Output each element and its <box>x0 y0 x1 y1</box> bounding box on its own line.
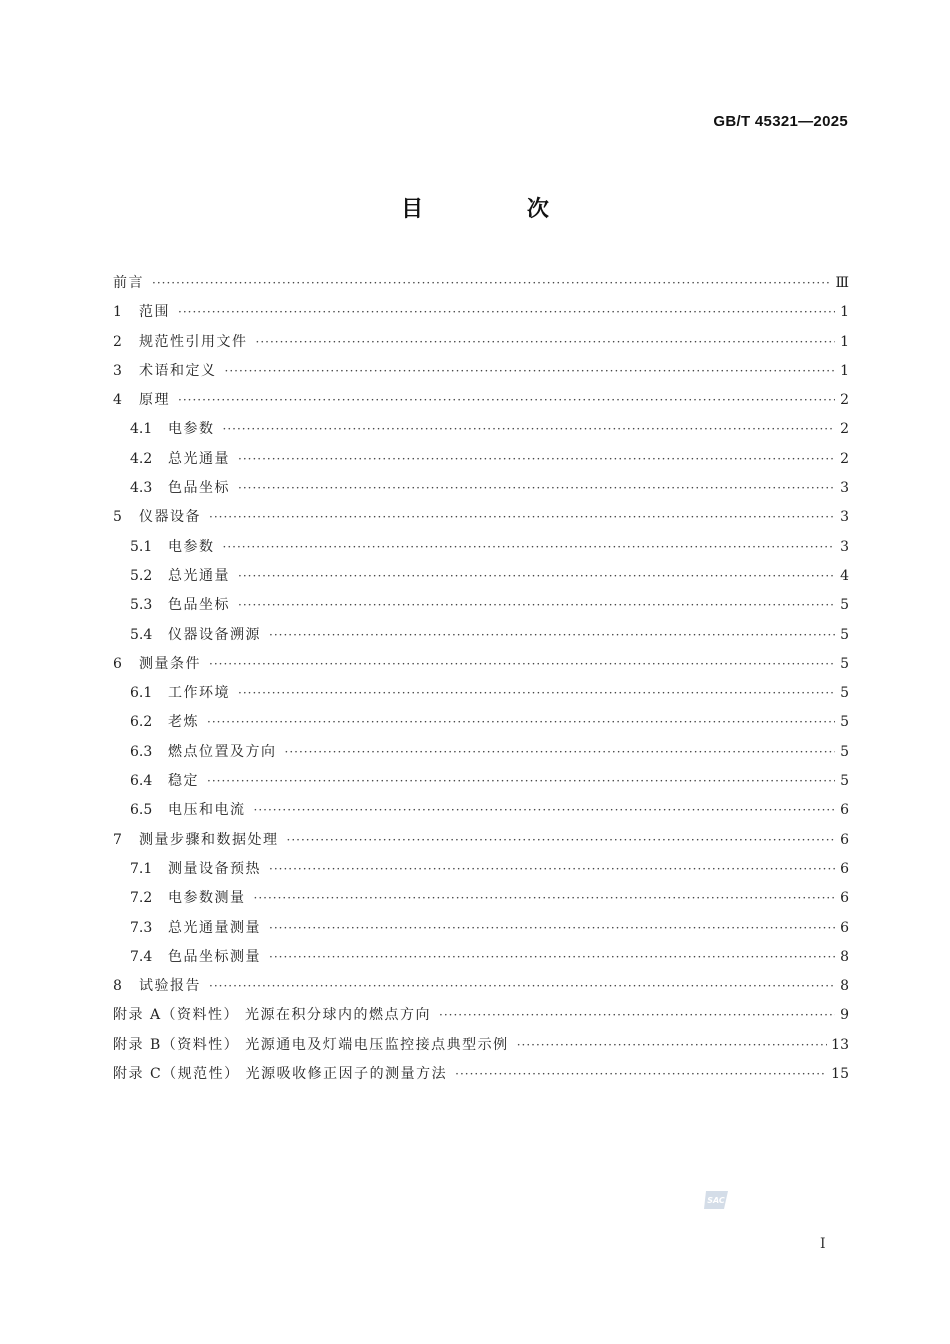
toc-entry[interactable] <box>113 679 849 708</box>
toc-leader-dots <box>207 767 835 796</box>
toc-entry-page: 1 <box>840 304 849 321</box>
toc-entry-page: 5 <box>840 655 849 672</box>
toc-entry-label: 仪器设备 <box>139 509 201 526</box>
toc-leader-dots <box>238 591 835 620</box>
toc-entry[interactable] <box>113 972 849 1001</box>
toc-title: 目 次 <box>401 197 597 222</box>
toc-entry-label: 电参数测量 <box>168 890 246 907</box>
toc-leader-dots <box>209 650 835 679</box>
toc-entry-number: 5 <box>113 509 122 526</box>
toc-entry-page: 5 <box>840 626 849 643</box>
toc-entry-page: 4 <box>840 567 849 584</box>
toc-leader-dots <box>178 298 835 327</box>
toc-entry-page: 3 <box>840 538 849 555</box>
toc-entry[interactable] <box>113 767 849 796</box>
toc-entry-label: 色品坐标测量 <box>168 948 261 965</box>
toc-entry-number: 6.5 <box>130 802 153 819</box>
toc-leader-dots <box>223 533 836 562</box>
toc-entry-number: 5.3 <box>130 597 153 614</box>
toc-leader-dots <box>238 445 835 474</box>
toc-entry-label: 电参数 <box>168 538 215 555</box>
toc-leader-dots <box>269 943 835 972</box>
toc-entry[interactable] <box>113 269 849 298</box>
toc-entry[interactable] <box>113 474 849 503</box>
toc-leader-dots <box>287 826 836 855</box>
toc-entry-label: 术语和定义 <box>139 362 217 379</box>
toc-entry-page: 15 <box>831 1066 849 1083</box>
toc-entry[interactable] <box>113 1060 849 1089</box>
toc-entry-label: 范围 <box>139 304 170 321</box>
toc-entry[interactable] <box>113 1031 849 1060</box>
toc-entry-label: 总光通量测量 <box>168 919 261 936</box>
toc-entry[interactable] <box>113 943 849 972</box>
svg-text:SAC: SAC <box>707 1196 725 1205</box>
toc-entry-number: 7.4 <box>130 948 153 965</box>
toc-leader-dots <box>152 269 831 298</box>
toc-entry[interactable] <box>113 708 849 737</box>
toc-entry-number: 4 <box>113 392 122 409</box>
toc-entry[interactable] <box>113 445 849 474</box>
toc-entry-number: 6.4 <box>130 773 153 790</box>
toc-entry-label: 电压和电流 <box>168 802 246 819</box>
toc-entry[interactable] <box>113 826 849 855</box>
toc-leader-dots <box>209 503 835 532</box>
toc-entry-page: 2 <box>840 421 849 438</box>
toc-entry-label: 燃点位置及方向 <box>168 743 277 760</box>
toc-entry[interactable] <box>113 914 849 943</box>
toc-entry[interactable] <box>113 1001 849 1030</box>
toc-entry-page: 6 <box>840 860 849 877</box>
standard-number: GB/T 45321—2025 <box>713 113 848 130</box>
toc-leader-dots <box>269 914 835 943</box>
toc-entry[interactable] <box>113 738 849 767</box>
toc-entry-page: 13 <box>831 1036 849 1053</box>
toc-entry-page: 8 <box>840 978 849 995</box>
toc-entry[interactable] <box>113 796 849 825</box>
toc-leader-dots <box>256 328 836 357</box>
toc-leader-dots <box>517 1031 827 1060</box>
toc-entry-number: 6.2 <box>130 714 153 731</box>
toc-entry[interactable] <box>113 386 849 415</box>
toc-leader-dots <box>269 621 835 650</box>
toc-leader-dots <box>254 884 836 913</box>
toc-entry-label: 电参数 <box>168 421 215 438</box>
toc-entry-label: 测量设备预热 <box>168 860 261 877</box>
toc-leader-dots <box>238 679 835 708</box>
toc-entry[interactable] <box>113 415 849 444</box>
toc-entry-label: 测量条件 <box>139 655 201 672</box>
toc-entry-page: 1 <box>840 362 849 379</box>
toc-entry-number: 4.2 <box>130 450 153 467</box>
toc-entry-label: 原理 <box>139 392 170 409</box>
toc-entry-number: 7.2 <box>130 890 153 907</box>
toc-entry-label: 前言 <box>113 275 144 291</box>
toc-entry-page: 5 <box>840 773 849 790</box>
toc-entry-label: 总光通量 <box>168 567 230 584</box>
toc-entry-number: 6 <box>113 655 122 672</box>
toc-entry-label: 规范性引用文件 <box>139 333 248 350</box>
toc-entry-label: 测量步骤和数据处理 <box>139 831 279 848</box>
toc-entry-label: 老炼 <box>168 714 199 731</box>
toc-entry-page: 5 <box>840 743 849 760</box>
toc-leader-dots <box>439 1001 835 1030</box>
toc-entry-label: 附录 B（资料性） 光源通电及灯端电压监控接点典型示例 <box>113 1036 509 1053</box>
toc-entry-number: 1 <box>113 304 122 321</box>
toc-entry[interactable] <box>113 503 849 532</box>
toc-entry-number: 5.1 <box>130 538 153 555</box>
toc-entry-page: 2 <box>840 392 849 409</box>
toc-entry[interactable] <box>113 650 849 679</box>
toc-entry-page: 3 <box>840 480 849 497</box>
toc-entry-number: 5.4 <box>130 626 153 643</box>
toc-entry-page: 5 <box>840 597 849 614</box>
toc-entry-page: 1 <box>840 333 849 350</box>
table-of-contents <box>113 269 849 1089</box>
toc-leader-dots <box>207 708 835 737</box>
sac-logo-icon <box>702 1189 730 1211</box>
toc-entry-page: 8 <box>840 948 849 965</box>
toc-leader-dots <box>285 738 836 767</box>
toc-entry-number: 4.3 <box>130 480 153 497</box>
toc-entry-label: 总光通量 <box>168 450 230 467</box>
toc-leader-dots <box>238 562 835 591</box>
toc-entry[interactable] <box>113 884 849 913</box>
toc-leader-dots <box>223 415 836 444</box>
toc-entry-number: 7.1 <box>130 860 153 877</box>
toc-entry-number: 5.2 <box>130 567 153 584</box>
toc-entry-page: 6 <box>840 890 849 907</box>
page-number: I <box>820 1236 826 1252</box>
toc-entry-label: 仪器设备溯源 <box>168 626 261 643</box>
toc-entry[interactable] <box>113 562 849 591</box>
toc-entry[interactable] <box>113 298 849 327</box>
toc-entry-label: 附录 C（规范性） 光源吸收修正因子的测量方法 <box>113 1066 448 1083</box>
toc-entry-number: 8 <box>113 978 122 995</box>
toc-entry[interactable] <box>113 621 849 650</box>
toc-entry-page: 6 <box>840 802 849 819</box>
toc-entry-number: 6.3 <box>130 743 153 760</box>
toc-entry[interactable] <box>113 855 849 884</box>
toc-leader-dots <box>238 474 835 503</box>
toc-entry-label: 工作环境 <box>168 685 230 702</box>
toc-entry-number: 6.1 <box>130 685 153 702</box>
toc-leader-dots <box>209 972 835 1001</box>
toc-entry-number: 7.3 <box>130 919 153 936</box>
toc-entry-page: Ⅲ <box>835 275 849 291</box>
toc-entry-number: 3 <box>113 362 122 379</box>
toc-entry-page: 9 <box>840 1007 849 1024</box>
toc-leader-dots <box>455 1060 827 1089</box>
toc-entry-label: 附录 A（资料性） 光源在积分球内的燃点方向 <box>113 1007 432 1024</box>
toc-entry-page: 6 <box>840 831 849 848</box>
toc-entry-number: 2 <box>113 333 122 350</box>
toc-entry[interactable] <box>113 533 849 562</box>
toc-entry-label: 稳定 <box>168 773 199 790</box>
toc-entry-label: 色品坐标 <box>168 480 230 497</box>
toc-entry[interactable] <box>113 591 849 620</box>
toc-entry-label: 试验报告 <box>139 978 201 995</box>
toc-entry-number: 4.1 <box>130 421 153 438</box>
toc-entry-page: 3 <box>840 509 849 526</box>
toc-leader-dots <box>269 855 835 884</box>
toc-entry-page: 6 <box>840 919 849 936</box>
toc-leader-dots <box>254 796 836 825</box>
toc-leader-dots <box>225 357 836 386</box>
toc-entry-page: 5 <box>840 685 849 702</box>
toc-entry-page: 5 <box>840 714 849 731</box>
toc-entry[interactable] <box>113 328 849 357</box>
toc-entry-number: 7 <box>113 831 122 848</box>
toc-entry[interactable] <box>113 357 849 386</box>
toc-entry-label: 色品坐标 <box>168 597 230 614</box>
toc-leader-dots <box>178 386 835 415</box>
toc-entry-page: 2 <box>840 450 849 467</box>
